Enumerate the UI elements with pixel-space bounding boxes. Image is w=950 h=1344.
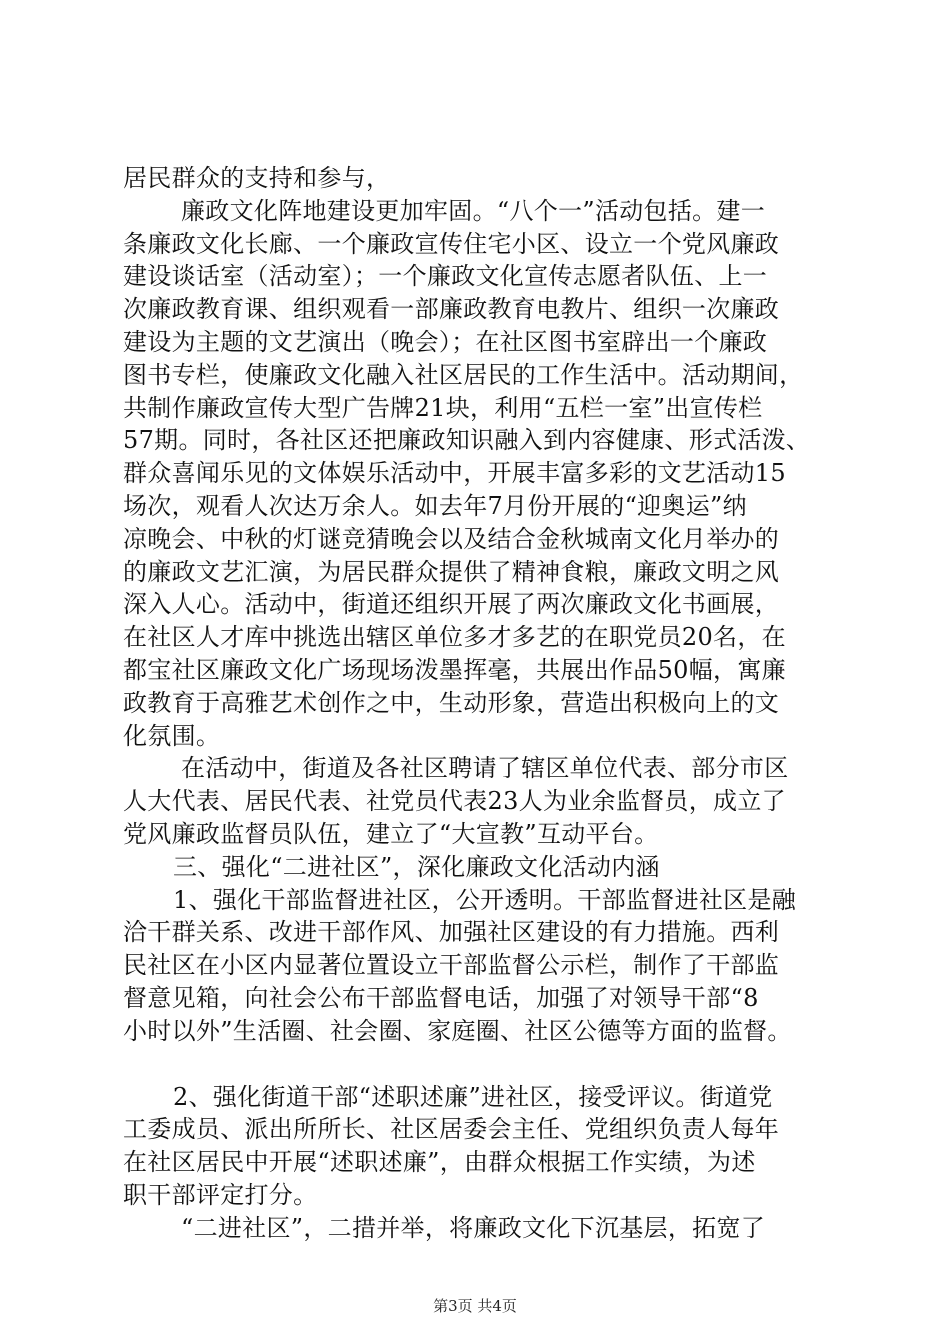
text-line: 政教育于高雅艺术创作之中，生动形象，营造出积极向上的文 [123, 688, 780, 717]
text-line: 条廉政文化长廊、一个廉政宣传住宅小区、设立一个党风廉政 [123, 229, 780, 258]
text-line: 群众喜闻乐见的文体娱乐活动中，开展丰富多彩的文艺活动15 [123, 459, 786, 488]
text-line: 洽干群关系、改进干部作风、加强社区建设的有力措施。西利 [123, 918, 780, 947]
text-line: 凉晚会、中秋的灯谜竞猜晚会以及结合金秋城南文化月举办的 [123, 524, 780, 553]
text-line: 建设为主题的文艺演出（晚会）；在社区图书室辟出一个廉政 [123, 327, 768, 356]
text-line: 图书专栏，使廉政文化融入社区居民的工作生活中。活动期间， [123, 360, 804, 389]
section-heading: 三、强化“二进社区”，深化廉政文化活动内涵 [173, 852, 660, 881]
text-line: 督意见箱，向社会公布干部监督电话，加强了对领导干部“8 [123, 983, 759, 1012]
text-line: 民社区在小区内显著位置设立干部监督公示栏，制作了干部监 [123, 951, 780, 980]
text-line: 在社区居民中开展“述职述廉”，由群众根据工作实绩，为述 [123, 1148, 756, 1177]
text-line: 在社区人才库中挑选出辖区单位多才多艺的在职党员20名，在 [123, 623, 786, 652]
text-line: 工委成员、派出所所长、社区居委会主任、党组织负责人每年 [123, 1115, 780, 1144]
text-line: 共制作廉政宣传大型广告牌21块，利用“五栏一室”出宣传栏 [123, 393, 763, 422]
text-line: 居民群众的支持和参与， [123, 164, 391, 192]
text-line: 次廉政教育课、组织观看一部廉政教育电教片、组织一次廉政 [123, 295, 780, 324]
paragraph-start-line: 1、强化干部监督进社区，公开透明。干部监督进社区是融 [173, 885, 797, 914]
text-line: 建设谈话室（活动室）；一个廉政文化宣传志愿者队伍、上一 [123, 262, 768, 291]
text-line: 职干部评定打分。 [123, 1180, 318, 1209]
page-number-footer: 第3页 共4页 [433, 1297, 517, 1315]
paragraph-start-line: 2、强化街道干部“述职述廉”进社区，接受评议。街道党 [173, 1082, 773, 1111]
paragraph-gap [123, 1048, 833, 1081]
text-line: 的廉政文艺汇演，为居民群众提供了精神食粮，廉政文明之风 [123, 557, 780, 586]
paragraph-start-line: 在活动中，街道及各社区聘请了辖区单位代表、部分市区 [181, 754, 789, 783]
text-line: 场次，观看人次达万余人。如去年7月份开展的“迎奥运”纳 [123, 491, 747, 520]
text-line: 57期。同时，各社区还把廉政知识融入到内容健康、形式活泼、 [123, 426, 811, 455]
paragraph-start-line: “二进社区”，二措并举，将廉政文化下沉基层，拓宽了 [181, 1213, 766, 1242]
text-line: 人大代表、居民代表、社党员代表23人为业余监督员，成立了 [123, 787, 786, 816]
text-line: 党风廉政监督员队伍，建立了“大宣教”互动平台。 [123, 819, 659, 848]
text-line: 深入人心。活动中，街道还组织开展了两次廉政文化书画展， [123, 590, 780, 619]
paragraph-start-line: 廉政文化阵地建设更加牢固。“八个一”活动包括。建一 [181, 196, 766, 225]
text-line: 都宝社区廉政文化广场现场泼墨挥毫，共展出作品50幅，寓廉 [123, 655, 786, 684]
document-body [123, 162, 833, 1245]
text-line: 小时以外”生活圈、社会圈、家庭圈、社区公德等方面的监督。 [123, 1016, 792, 1045]
text-line: 化氛围。 [123, 721, 221, 750]
